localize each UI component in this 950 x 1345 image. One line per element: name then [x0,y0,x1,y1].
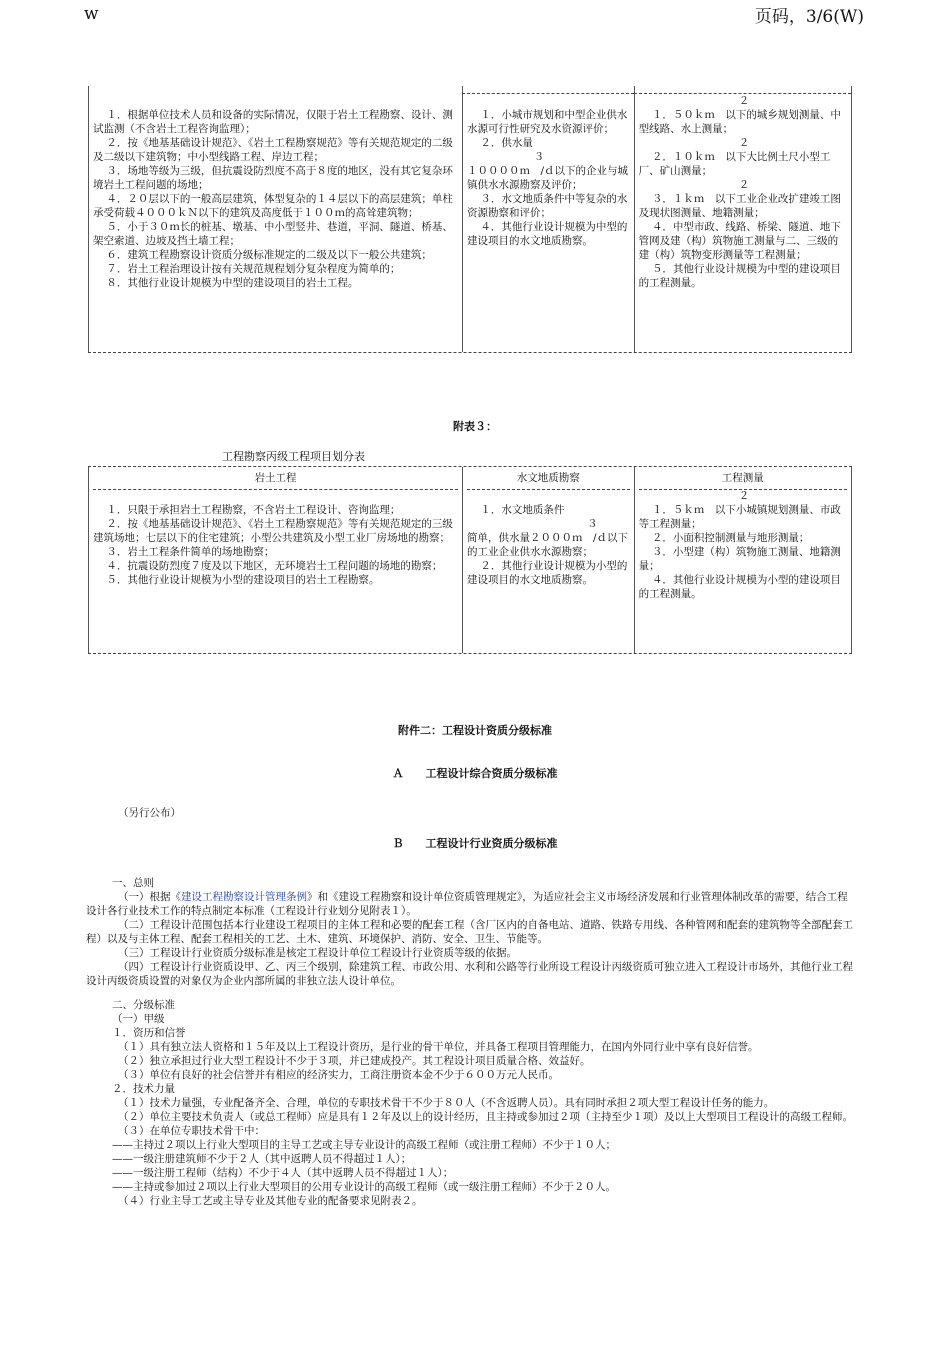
table-header-hydrogeology: 水文地质勘察 [467,471,630,490]
section-a-note: （另行公布） [118,807,181,819]
header-left-mark: w [84,4,99,24]
table-header-geotechnical: 岩土工程 [93,471,458,490]
technical-dash-1: ——主持过２项以上行业大型项目的主导工艺或主导专业设计的高级工程师（或注册工程师）不少于１０人； [112,1139,616,1151]
body-content [86,876,854,1208]
attachment2-title: 附件二：工程设计资质分级标准 [398,724,552,737]
page-number: 页码，3/6(W) [754,7,864,27]
table-c-grade [88,466,852,654]
table-cell-geotechnical: １．根据单位技术人员和设备的实际情况，仅限于岩土工程勘察、设计、测试监测（不含岩土工程咨询监理）； ２．按《地基基础设计规范》、《岩土工程勘察规范》等有关规范规定的二级及二级以下建筑物；中小型线路工程、岸边工程； ３．场地等级为三级，但抗震设防烈度不高于８度的地区，没有其它复杂环境岩土工程问题的场地； ４．２０层以下的一般高层建筑，体型复杂的１４层以下的高层建筑；单柱承受荷载４０００ｋＮ以下的建筑及高度低于１００ｍ的高耸建筑物； ５．小于３０ｍ长的桩基、墩基、中小型竖井、巷道，平洞、隧道、桥基、架空索道、边坡及挡土墙工程； ６．建筑工程勘察设计资质分级标准规定的二级及以下一般公共建筑； ７．岩土工程治理设计按有关规范规程划分复杂程度为简单的； ８．其他行业设计规模为中型的建设项目的岩土工程。 [93,109,453,289]
general-paragraph-4: （四）工程设计行业资质设甲、乙、丙三个级别，除建筑工程、市政公用、水利和公路等行业所设工程设计丙级资质可独立进入工程设计市场外，其他行业工程设计丙级资质设置的对象仅为企业内部所属的非独立法人设计单位。 [86,961,853,987]
technical-item-3: （３）在单位专职技术骨干中： [118,1125,265,1137]
technical-dash-2: ——一级注册建筑师不少于２人（其中返聘人员不得超过１人）； [112,1153,412,1165]
technical-item-2: （２）单位主要技术负责人（或总工程师）应是具有１２年及以上的设计经历，且主持或参加过２项（主持至少１项）及以上大型项目工程设计的高级工程师。 [118,1111,853,1123]
technical-item-1: （１）技术力量强，专业配备齐全、合理，单位的专职技术骨干不少于８０人（不含返聘人员）。具有同时承担２项大型工程设计任务的能力。 [118,1097,775,1109]
table-header-surveying: 工程测量 [639,471,847,490]
general-paragraph-1: （一）根据《建设工程勘察设计管理条例》和《建设工程勘察和设计单位资质管理规定》，为适应社会主义市场经济发展和行业管理体制改革的需要，结合工程设计各行业技术工作的特点制定本标准（工程设计行业划分见附表１）。 [86,891,848,917]
table-cell-surveying: ２ １．５ｋｍ 以下小城镇规划测量、市政等工程测量； ２．小面积控制测量与地形测量； ３．小型建（构）筑物施工测量、地籍测量； ４．其他行业设计规模为小型的建设项目的工程测量。 [634,489,851,653]
qualification-heading: １．资历和信誉 [112,1027,186,1039]
qualification-item-1: （１）具有独立法人资格和１５年及以上工程设计资历，是行业的骨干单位，并具备工程项目管理能力，在国内外同行业中享有良好信誉。 [118,1041,759,1053]
technical-dash-3: ——一级注册工程师（结构）不少于４人（其中返聘人员不得超过１人）； [112,1167,454,1179]
general-paragraph-3: （三）工程设计行业资质分级标准是核定工程设计单位工程设计行业资质等级的依据。 [118,947,517,959]
annex3-caption: 工程勘察丙级工程项目划分表 [222,450,365,463]
table-b-grade-continued [88,86,852,353]
technical-heading: ２．技术力量 [112,1083,175,1095]
general-paragraph-2: （二）工程设计范围包括本行业建设工程项目的主体工程和必要的配套工程（含厂区内的自备电站、道路、铁路专用线、各种管网和配套的建筑物等全部配套工程）以及与主体工程、配套工程相关的工艺、土木、建筑、环境保护、消防、安全、卫生、节能等。 [86,919,853,945]
table-cell-hydrogeology: １．小城市规划和中型企业供水水源可行性研究及水资源评价； ２．供水量 ３ １００００ｍ /ｄ以下的企业与城镇供水水源勘察及评价； ３．水文地质条件中等复杂的水资源勘察和评价； ４．其他行业设计规模为中型的建设项目的水文地质勘察。 [462,94,634,352]
annex3-label: 附表３： [453,420,497,433]
section-a-title: Ａ 工程设计综合资质分级标准 [392,767,558,780]
table-cell-geotechnical: １．只限于承担岩土工程勘察，不含岩土工程设计、咨询监理； ２．按《地基基础设计规范》、《岩土工程勘察规范》等有关规范规定的三级建筑场地；七层以下的住宅建筑；小型公共建筑及小型工业厂房场地的勘察； ３．岩土工程条件简单的场地勘察； ４．抗震设防烈度７度及以下地区，无环境岩土工程问题的场地的勘察； ５．其他行业设计规模为小型的建设项目的岩土工程勘察。 [93,504,453,586]
technical-dash-4: ——主持或参加过２项以上行业大型项目的公用专业设计的高级工程师（或一级注册工程师）不少于２０人。 [112,1181,616,1193]
general-heading: 一、总则 [112,877,154,889]
grading-heading: 二、分级标准 [112,999,175,1011]
qualification-item-2: （２）独立承担过行业大型工程设计不少于３项，并已建成投产。其工程设计项目质量合格、效益好。 [118,1055,591,1067]
regulation-link[interactable]: 建设工程勘察设计管理条例 [181,891,307,903]
table-cell-hydrogeology: １．水文地质条件 ３ 简单，供水量２０００ｍ /ｄ以下的工业企业供水水源勘察； ２．其他行业设计规模为小型的建设项目的水文地质勘察。 [462,489,634,653]
table-cell-surveying: ２ １．５０ｋｍ 以下的城乡规划测量、中型线路、水上测量； ２ ２．１０ｋｍ 以下大比例土尺小型工厂、矿山测量； ２ ３．１ｋｍ 以下工业企业改扩建竣工图及现状图测量、地籍测量； ４．中型市政、线路、桥梁、隧道、地下管网及建（构）筑物施工测量与二、三级的建（构）筑物变形测量等工程测量； ５．其他行业设计规模为中型的建设项目的工程测量。 [634,94,851,352]
grade-a-heading: （一）甲级 [112,1013,165,1025]
technical-item-4: （４）行业主导工艺或主导专业及其他专业的配备要求见附表２。 [118,1195,423,1207]
qualification-item-3: （３）单位有良好的社会信誉并有相应的经济实力，工商注册资本金不少于６００万元人民币。 [118,1069,559,1081]
section-b-title: Ｂ 工程设计行业资质分级标准 [392,837,558,850]
